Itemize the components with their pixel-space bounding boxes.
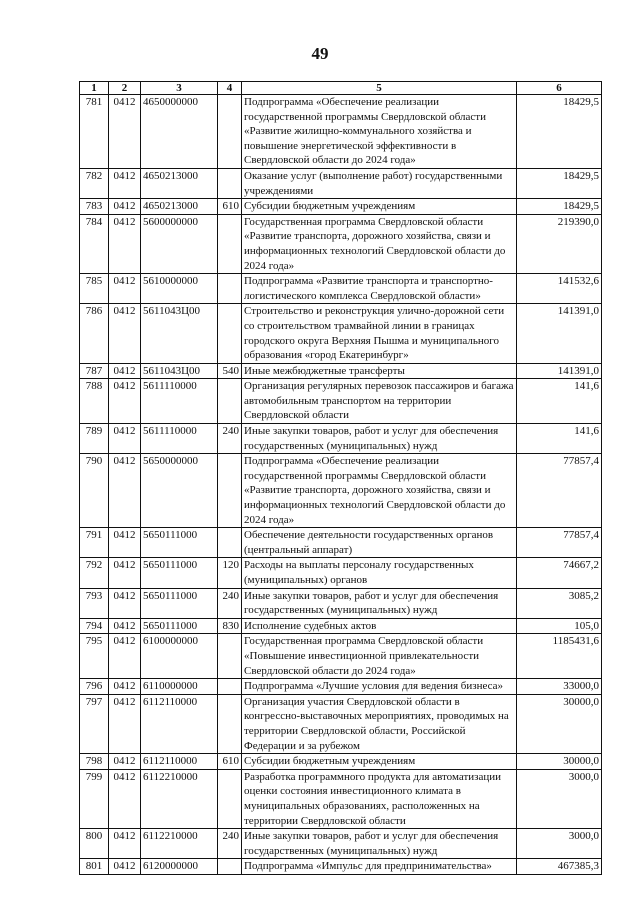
row-number-cell: 788 xyxy=(80,379,109,424)
target-code-cell: 5611110000 xyxy=(141,424,218,454)
amount-cell: 141391,0 xyxy=(517,304,602,363)
table-row xyxy=(80,424,602,454)
row-number-cell: 785 xyxy=(80,274,109,304)
row-number-cell: 787 xyxy=(80,363,109,379)
row-number-cell: 781 xyxy=(80,95,109,169)
expense-type-cell xyxy=(218,304,242,363)
target-code-cell: 6110000000 xyxy=(141,679,218,695)
target-code-cell: 5650111000 xyxy=(141,528,218,558)
expense-type-cell xyxy=(218,679,242,695)
item-name-cell: Иные закупки товаров, работ и услуг для обеспечения государственных (муниципальных) нужд xyxy=(242,424,517,454)
section-code-cell: 0412 xyxy=(109,679,141,695)
amount-cell: 77857,4 xyxy=(517,454,602,528)
section-code-cell: 0412 xyxy=(109,424,141,454)
table-row xyxy=(80,634,602,679)
amount-cell: 141532,6 xyxy=(517,274,602,304)
column-header-1: 1 xyxy=(80,82,109,95)
row-number-cell: 791 xyxy=(80,528,109,558)
section-code-cell: 0412 xyxy=(109,528,141,558)
table-row xyxy=(80,829,602,859)
target-code-cell: 5611043Ц00 xyxy=(141,304,218,363)
table-row xyxy=(80,694,602,753)
section-code-cell: 0412 xyxy=(109,634,141,679)
section-code-cell: 0412 xyxy=(109,558,141,588)
expense-type-cell xyxy=(218,274,242,304)
amount-cell: 33000,0 xyxy=(517,679,602,695)
expense-type-cell: 610 xyxy=(218,199,242,215)
section-code-cell: 0412 xyxy=(109,618,141,634)
expense-type-cell: 240 xyxy=(218,424,242,454)
target-code-cell: 4650000000 xyxy=(141,95,218,169)
table-row xyxy=(80,859,602,875)
section-code-cell: 0412 xyxy=(109,379,141,424)
amount-cell: 219390,0 xyxy=(517,214,602,273)
row-number-cell: 795 xyxy=(80,634,109,679)
item-name-cell: Иные закупки товаров, работ и услуг для обеспечения государственных (муниципальных) нужд xyxy=(242,588,517,618)
row-number-cell: 790 xyxy=(80,454,109,528)
amount-cell: 1185431,6 xyxy=(517,634,602,679)
target-code-cell: 6112110000 xyxy=(141,694,218,753)
amount-cell: 141,6 xyxy=(517,379,602,424)
item-name-cell: Государственная программа Свердловской области «Повышение инвестиционной привлекательности Свердловской области до 2024 года» xyxy=(242,634,517,679)
table-row xyxy=(80,199,602,215)
expense-type-cell: 610 xyxy=(218,754,242,770)
amount-cell: 141391,0 xyxy=(517,363,602,379)
amount-cell: 141,6 xyxy=(517,424,602,454)
item-name-cell: Субсидии бюджетным учреждениям xyxy=(242,754,517,770)
item-name-cell: Подпрограмма «Импульс для предпринимательства» xyxy=(242,859,517,875)
row-number-cell: 797 xyxy=(80,694,109,753)
target-code-cell: 4650213000 xyxy=(141,199,218,215)
row-number-cell: 801 xyxy=(80,859,109,875)
table-row xyxy=(80,558,602,588)
item-name-cell: Разработка программного продукта для автоматизации оценки состояния инвестиционного климата в муниципальных образованиях, расположенных на территории Свердловской области xyxy=(242,769,517,828)
amount-cell: 18429,5 xyxy=(517,199,602,215)
row-number-cell: 800 xyxy=(80,829,109,859)
row-number-cell: 782 xyxy=(80,168,109,198)
item-name-cell: Подпрограмма «Лучшие условия для ведения бизнеса» xyxy=(242,679,517,695)
expense-type-cell xyxy=(218,95,242,169)
expense-type-cell: 540 xyxy=(218,363,242,379)
item-name-cell: Иные межбюджетные трансферты xyxy=(242,363,517,379)
item-name-cell: Исполнение судебных актов xyxy=(242,618,517,634)
table-row xyxy=(80,754,602,770)
row-number-cell: 799 xyxy=(80,769,109,828)
section-code-cell: 0412 xyxy=(109,363,141,379)
expense-type-cell xyxy=(218,769,242,828)
expense-type-cell: 120 xyxy=(218,558,242,588)
expense-type-cell xyxy=(218,634,242,679)
amount-cell: 105,0 xyxy=(517,618,602,634)
budget-table xyxy=(79,81,602,875)
column-header-6: 6 xyxy=(517,82,602,95)
item-name-cell: Иные закупки товаров, работ и услуг для обеспечения государственных (муниципальных) нужд xyxy=(242,829,517,859)
table-header-row xyxy=(80,82,602,95)
target-code-cell: 5610000000 xyxy=(141,274,218,304)
target-code-cell: 6112210000 xyxy=(141,829,218,859)
table-row xyxy=(80,304,602,363)
expense-type-cell xyxy=(218,379,242,424)
page-number: 49 xyxy=(311,44,329,63)
target-code-cell: 5600000000 xyxy=(141,214,218,273)
expense-type-cell xyxy=(218,694,242,753)
table-row xyxy=(80,528,602,558)
amount-cell: 3000,0 xyxy=(517,829,602,859)
amount-cell: 18429,5 xyxy=(517,95,602,169)
table-row xyxy=(80,618,602,634)
target-code-cell: 6120000000 xyxy=(141,859,218,875)
target-code-cell: 5611043Ц00 xyxy=(141,363,218,379)
table-row xyxy=(80,588,602,618)
section-code-cell: 0412 xyxy=(109,769,141,828)
row-number-cell: 796 xyxy=(80,679,109,695)
table-row xyxy=(80,363,602,379)
table-row xyxy=(80,679,602,695)
target-code-cell: 5650111000 xyxy=(141,618,218,634)
table-row xyxy=(80,454,602,528)
expense-type-cell xyxy=(218,214,242,273)
row-number-cell: 792 xyxy=(80,558,109,588)
section-code-cell: 0412 xyxy=(109,588,141,618)
section-code-cell: 0412 xyxy=(109,454,141,528)
target-code-cell: 5611110000 xyxy=(141,379,218,424)
item-name-cell: Подпрограмма «Развитие транспорта и транспортно-логистического комплекса Свердловской области» xyxy=(242,274,517,304)
expense-type-cell xyxy=(218,168,242,198)
target-code-cell: 6112210000 xyxy=(141,769,218,828)
row-number-cell: 794 xyxy=(80,618,109,634)
section-code-cell: 0412 xyxy=(109,95,141,169)
section-code-cell: 0412 xyxy=(109,304,141,363)
item-name-cell: Организация участия Свердловской области в конгрессно-выставочных мероприятиях, проводимых на территории Свердловской области, Российской Федерации и за рубежом xyxy=(242,694,517,753)
item-name-cell: Подпрограмма «Обеспечение реализации государственной программы Свердловской области «Развитие транспорта, дорожного хозяйства, связи и информационных технологий Свердловской области до 2024 года» xyxy=(242,454,517,528)
expense-type-cell: 830 xyxy=(218,618,242,634)
amount-cell: 30000,0 xyxy=(517,694,602,753)
amount-cell: 18429,5 xyxy=(517,168,602,198)
item-name-cell: Государственная программа Свердловской области «Развитие транспорта, дорожного хозяйства, связи и информационных технологий Свердловской области до 2024 года» xyxy=(242,214,517,273)
item-name-cell: Субсидии бюджетным учреждениям xyxy=(242,199,517,215)
column-header-3: 3 xyxy=(141,82,218,95)
row-number-cell: 789 xyxy=(80,424,109,454)
item-name-cell: Обеспечение деятельности государственных органов (центральный аппарат) xyxy=(242,528,517,558)
expense-type-cell xyxy=(218,454,242,528)
amount-cell: 30000,0 xyxy=(517,754,602,770)
row-number-cell: 783 xyxy=(80,199,109,215)
expense-type-cell: 240 xyxy=(218,588,242,618)
amount-cell: 74667,2 xyxy=(517,558,602,588)
section-code-cell: 0412 xyxy=(109,754,141,770)
row-number-cell: 784 xyxy=(80,214,109,273)
table-row xyxy=(80,214,602,273)
section-code-cell: 0412 xyxy=(109,168,141,198)
column-header-4: 4 xyxy=(218,82,242,95)
target-code-cell: 6112110000 xyxy=(141,754,218,770)
item-name-cell: Организация регулярных перевозок пассажиров и багажа автомобильным транспортом на территории Свердловской области xyxy=(242,379,517,424)
section-code-cell: 0412 xyxy=(109,829,141,859)
section-code-cell: 0412 xyxy=(109,274,141,304)
amount-cell: 77857,4 xyxy=(517,528,602,558)
amount-cell: 3085,2 xyxy=(517,588,602,618)
item-name-cell: Строительство и реконструкция улично-дорожной сети со строительством трамвайной линии в границах городского округа Верхняя Пышма и муниципального образования «город Екатеринбург» xyxy=(242,304,517,363)
column-header-5: 5 xyxy=(242,82,517,95)
target-code-cell: 5650111000 xyxy=(141,558,218,588)
table-row xyxy=(80,168,602,198)
row-number-cell: 798 xyxy=(80,754,109,770)
expense-type-cell xyxy=(218,859,242,875)
target-code-cell: 6100000000 xyxy=(141,634,218,679)
row-number-cell: 793 xyxy=(80,588,109,618)
table-row xyxy=(80,274,602,304)
amount-cell: 3000,0 xyxy=(517,769,602,828)
table-row xyxy=(80,379,602,424)
expense-type-cell xyxy=(218,528,242,558)
target-code-cell: 5650111000 xyxy=(141,588,218,618)
table-row xyxy=(80,95,602,169)
target-code-cell: 5650000000 xyxy=(141,454,218,528)
expense-type-cell: 240 xyxy=(218,829,242,859)
table-row xyxy=(80,769,602,828)
column-header-2: 2 xyxy=(109,82,141,95)
section-code-cell: 0412 xyxy=(109,859,141,875)
section-code-cell: 0412 xyxy=(109,694,141,753)
item-name-cell: Подпрограмма «Обеспечение реализации государственной программы Свердловской области «Развитие жилищно-коммунального хозяйства и повышение энергетической эффективности в Свердловской области до 2024 года» xyxy=(242,95,517,169)
section-code-cell: 0412 xyxy=(109,199,141,215)
row-number-cell: 786 xyxy=(80,304,109,363)
item-name-cell: Оказание услуг (выполнение работ) государственными учреждениями xyxy=(242,168,517,198)
amount-cell: 467385,3 xyxy=(517,859,602,875)
section-code-cell: 0412 xyxy=(109,214,141,273)
item-name-cell: Расходы на выплаты персоналу государственных (муниципальных) органов xyxy=(242,558,517,588)
target-code-cell: 4650213000 xyxy=(141,168,218,198)
